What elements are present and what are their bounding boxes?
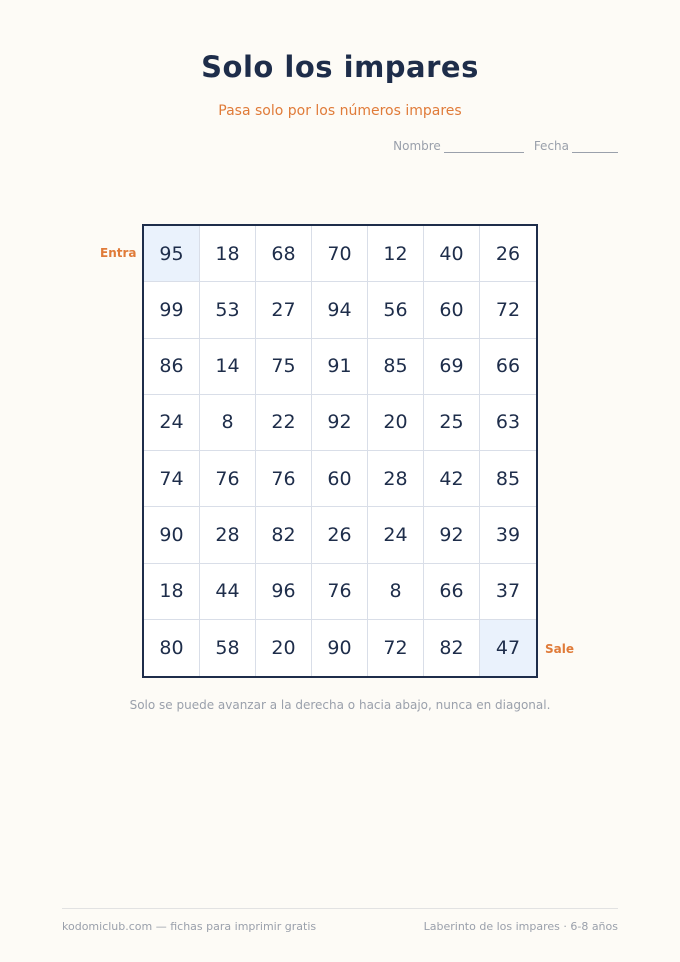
maze-cell[interactable]: 92 bbox=[424, 507, 480, 563]
date-label: Fecha bbox=[533, 139, 569, 153]
maze-cell[interactable]: 58 bbox=[200, 620, 256, 676]
maze-cell[interactable]: 96 bbox=[256, 564, 312, 620]
maze-cell[interactable]: 86 bbox=[144, 339, 200, 395]
maze-cell[interactable]: 99 bbox=[144, 282, 200, 338]
maze-cell[interactable]: 75 bbox=[256, 339, 312, 395]
maze-cell[interactable]: 72 bbox=[368, 620, 424, 676]
maze-cell[interactable]: 90 bbox=[312, 620, 368, 676]
maze-cell[interactable]: 63 bbox=[480, 395, 536, 451]
maze-cell[interactable]: 53 bbox=[200, 282, 256, 338]
maze-cell[interactable]: 24 bbox=[144, 395, 200, 451]
maze-cell[interactable]: 76 bbox=[256, 451, 312, 507]
maze-cell[interactable]: 26 bbox=[480, 226, 536, 282]
maze-cell[interactable]: 68 bbox=[256, 226, 312, 282]
maze-cell[interactable]: 69 bbox=[424, 339, 480, 395]
maze-cell[interactable]: 60 bbox=[312, 451, 368, 507]
maze-cell[interactable]: 26 bbox=[312, 507, 368, 563]
maze-cell[interactable]: 82 bbox=[256, 507, 312, 563]
maze-cell[interactable]: 20 bbox=[256, 620, 312, 676]
maze-cell[interactable]: 56 bbox=[368, 282, 424, 338]
maze-cell[interactable]: 18 bbox=[144, 564, 200, 620]
maze-cell[interactable]: 90 bbox=[144, 507, 200, 563]
maze-cell[interactable]: 27 bbox=[256, 282, 312, 338]
maze-cell[interactable]: 82 bbox=[424, 620, 480, 676]
maze-cell[interactable]: 40 bbox=[424, 226, 480, 282]
maze-cell[interactable]: 95 bbox=[144, 226, 200, 282]
maze-cell[interactable]: 24 bbox=[368, 507, 424, 563]
maze-cell[interactable]: 14 bbox=[200, 339, 256, 395]
maze-cell[interactable]: 18 bbox=[200, 226, 256, 282]
maze-grid bbox=[142, 224, 538, 678]
name-line[interactable] bbox=[444, 142, 524, 153]
date-field[interactable] bbox=[534, 139, 618, 153]
maze-cell[interactable]: 70 bbox=[312, 226, 368, 282]
maze-cell[interactable]: 37 bbox=[480, 564, 536, 620]
maze-cell[interactable]: 74 bbox=[144, 451, 200, 507]
name-field[interactable] bbox=[393, 139, 524, 153]
maze-cell[interactable]: 22 bbox=[256, 395, 312, 451]
maze-cell[interactable]: 39 bbox=[480, 507, 536, 563]
maze-cell[interactable]: 28 bbox=[200, 507, 256, 563]
maze-cell[interactable]: 91 bbox=[312, 339, 368, 395]
page-subtitle: Pasa solo por los números impares bbox=[218, 103, 462, 119]
footer-site: kodomiclub.com — fichas para imprimir gratis bbox=[62, 920, 317, 933]
maze-cell[interactable]: 8 bbox=[200, 395, 256, 451]
maze-cell[interactable]: 66 bbox=[480, 339, 536, 395]
maze-cell[interactable]: 85 bbox=[368, 339, 424, 395]
maze-cell[interactable]: 8 bbox=[368, 564, 424, 620]
maze-cell[interactable]: 92 bbox=[312, 395, 368, 451]
maze-cell[interactable]: 47 bbox=[480, 620, 536, 676]
page-title: Solo los impares bbox=[201, 50, 479, 84]
maze-cell[interactable]: 76 bbox=[200, 451, 256, 507]
maze-cell[interactable]: 12 bbox=[368, 226, 424, 282]
exit-label: Sale bbox=[545, 642, 574, 656]
maze-cell[interactable]: 20 bbox=[368, 395, 424, 451]
name-date-fields bbox=[393, 139, 618, 153]
maze-cell[interactable]: 80 bbox=[144, 620, 200, 676]
maze-cell[interactable]: 28 bbox=[368, 451, 424, 507]
date-line[interactable] bbox=[572, 142, 618, 153]
maze-cell[interactable]: 66 bbox=[424, 564, 480, 620]
maze-cell[interactable]: 44 bbox=[200, 564, 256, 620]
instruction-text: Solo se puede avanzar a la derecha o hacia abajo, nunca en diagonal. bbox=[129, 698, 551, 712]
maze-cell[interactable]: 76 bbox=[312, 564, 368, 620]
maze-cell[interactable]: 60 bbox=[424, 282, 480, 338]
maze-cell[interactable]: 25 bbox=[424, 395, 480, 451]
name-label: Nombre bbox=[393, 139, 441, 153]
maze-cell[interactable]: 72 bbox=[480, 282, 536, 338]
footer-divider bbox=[62, 908, 618, 909]
footer-worksheet-name: Laberinto de los impares · 6-8 años bbox=[423, 920, 618, 933]
maze-cell[interactable]: 94 bbox=[312, 282, 368, 338]
maze-cell[interactable]: 42 bbox=[424, 451, 480, 507]
entry-label: Entra bbox=[100, 246, 137, 260]
maze-cell[interactable]: 85 bbox=[480, 451, 536, 507]
